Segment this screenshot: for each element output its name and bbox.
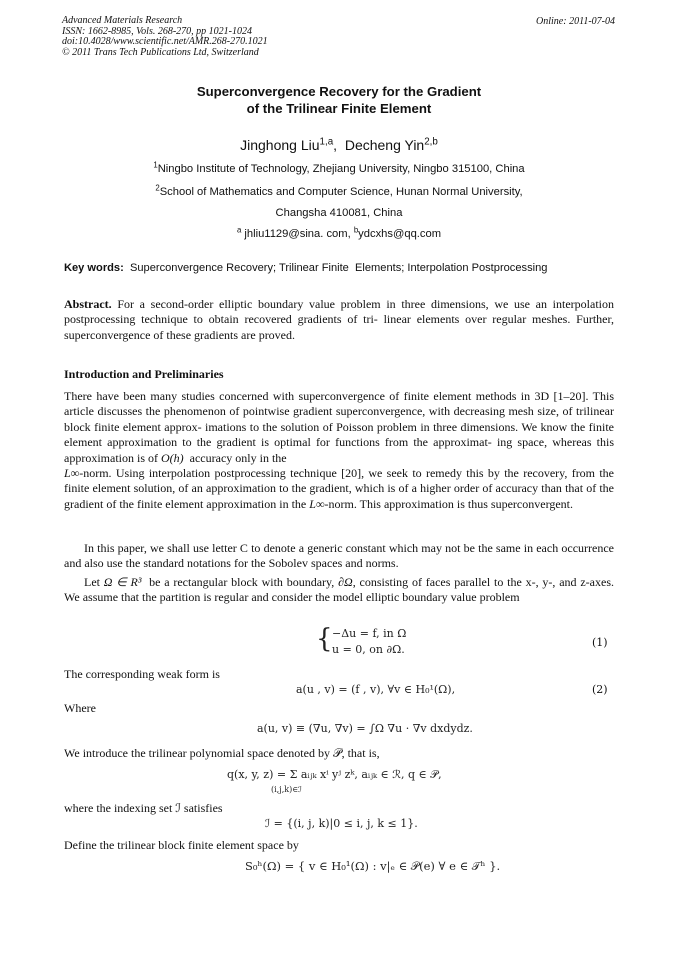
- affiliation-1: $^1$Ningbo Institute of Technology, Zhejiang University, Ningbo 315100, China: [153, 160, 525, 175]
- journal-name: Advanced Materials Research: [62, 15, 183, 26]
- equation-2-number: (2): [592, 683, 608, 696]
- affiliation-2: $^2$School of Mathematics and Computer Science, Hunan Normal University,: [155, 183, 523, 198]
- author-separator: ,: [333, 137, 345, 153]
- keywords: [64, 262, 547, 274]
- email-a: jhliu1129@sina. com,: [241, 228, 354, 240]
- equation-6: S₀ʰ(Ω) = { v ∈ H₀¹(Ω) : v|ₑ ∈ 𝒫(e) ∀ e ∈ 𝒯ʰ }.: [245, 859, 501, 873]
- author-emails: $^a$ jhliu1129@sina. com, $^b$ydcxhs@qq.com: [236, 225, 442, 240]
- intro-paragraph-2: In this paper, we shall use letter C to denote a generic constant which may not be the same in each occurrence and also use the standard notations for the Sobolev spaces and norms.: [64, 541, 614, 571]
- equation-3: a(u, v) ≡ (∇u, ∇v) = ∫Ω ∇u · ∇v dxdydz.: [257, 722, 473, 735]
- title-line-2: of the Trilinear Finite Element: [246, 101, 432, 116]
- equation-2: a(u , v) = (f , v), ∀v ∈ H₀¹(Ω),: [296, 683, 456, 696]
- weak-form-label: The corresponding weak form is: [64, 667, 220, 681]
- equation-4: q(x, y, z) = Σ aᵢⱼₖ xⁱ yʲ zᵏ, aᵢⱼₖ ∈ ℛ, q ∈ 𝒫,: [227, 768, 442, 781]
- big-o-notation: O(h): [160, 450, 184, 465]
- author-1-sup: 1,a: [319, 136, 334, 148]
- abstract-text: For a second-order elliptic boundary value problem in three dimensions, we use an interpolation postprocessing technique to obtain recovered gradients of tri- linear elements over regular meshes. Further, superconvergence of these gradients are proved.: [64, 297, 614, 342]
- where-label: Where: [64, 701, 96, 715]
- equation-1-line-1: −Δu = f, in Ω: [332, 627, 407, 640]
- author-2: Decheng Yin: [344, 137, 425, 153]
- author-2-sup: 2,b: [424, 136, 438, 148]
- abstract-label: Abstract.: [64, 297, 112, 311]
- author-list: [0, 137, 678, 153]
- equation-4-subscript: (i,j,k)∈ℐ: [271, 785, 302, 794]
- copyright-line: © 2011 Trans Tech Publications Ltd, Switzerland: [62, 46, 259, 58]
- polynomial-space-label: We introduce the trilinear polynomial space denoted by 𝒫, that is,: [64, 746, 380, 760]
- equation-1-line-2: u = 0, on ∂Ω.: [332, 643, 405, 656]
- section-heading-intro: Introduction and Preliminaries: [64, 367, 224, 381]
- index-set-label: where the indexing set ℐ satisfies: [64, 801, 223, 815]
- l-infinity: L∞: [64, 466, 80, 481]
- equation-5: ℐ = {(i, j, k)|0 ≤ i, j, k ≤ 1}.: [265, 817, 418, 830]
- keywords-label: Key words:: [64, 262, 124, 274]
- author-1: Jinghong Liu: [240, 137, 320, 153]
- abstract: [64, 297, 614, 343]
- affiliation-2-city: Changsha 410081, China: [275, 207, 403, 219]
- email-b: ydcxhs@qq.com: [358, 228, 442, 240]
- intro-paragraph-3: Let Ω ∈ R³ be a rectangular block with boundary, ∂Ω, consisting of faces parallel to the x-, y-, and z-axes. We assume that the partition is regular and consider the model elliptic boundary value problem: [64, 575, 614, 605]
- brace-symbol: {: [316, 624, 333, 654]
- journal-header: [62, 16, 268, 58]
- online-date: Online: 2011-07-04: [536, 16, 615, 27]
- doi-line: doi:10.4028/www.scientific.net/AMR.268-270.1021: [62, 36, 268, 47]
- fe-space-label: Define the trilinear block finite element space by: [64, 838, 299, 852]
- issn-line: ISSN: 1662-8985, Vols. 268-270, pp 1021-1024: [62, 25, 252, 37]
- paper-title: [0, 83, 678, 117]
- keywords-text: Superconvergence Recovery; Trilinear Finite Elements; Interpolation Postprocessing: [123, 262, 548, 274]
- title-line-1: Superconvergence Recovery for the Gradient: [196, 84, 482, 99]
- intro-paragraph-1: There have been many studies concerned with superconvergence of finite element methods in 3D [1–20]. This article discusses the phenomenon of pointwise gradient superconvergence, with decreasing mesh size, of trilinear block finite element approx- imations to the solution of Poisson problem in three dimensions. We know the finite element approximation to the gradient is optimal for functions from the approximat- ing space, whereas this approximation is of O(h) accuracy only in the L∞-norm. Using interpolation postprocessing technique [20], we seek to remedy this by the recovery, from the finite element solution, of an approximation to the gradient, which is of a higher order of accuracy than that of the gradient of the finite element approximation in the L∞-norm. This approximation is thus superconvergent.: [64, 389, 614, 511]
- equation-1-number: (1): [592, 636, 608, 649]
